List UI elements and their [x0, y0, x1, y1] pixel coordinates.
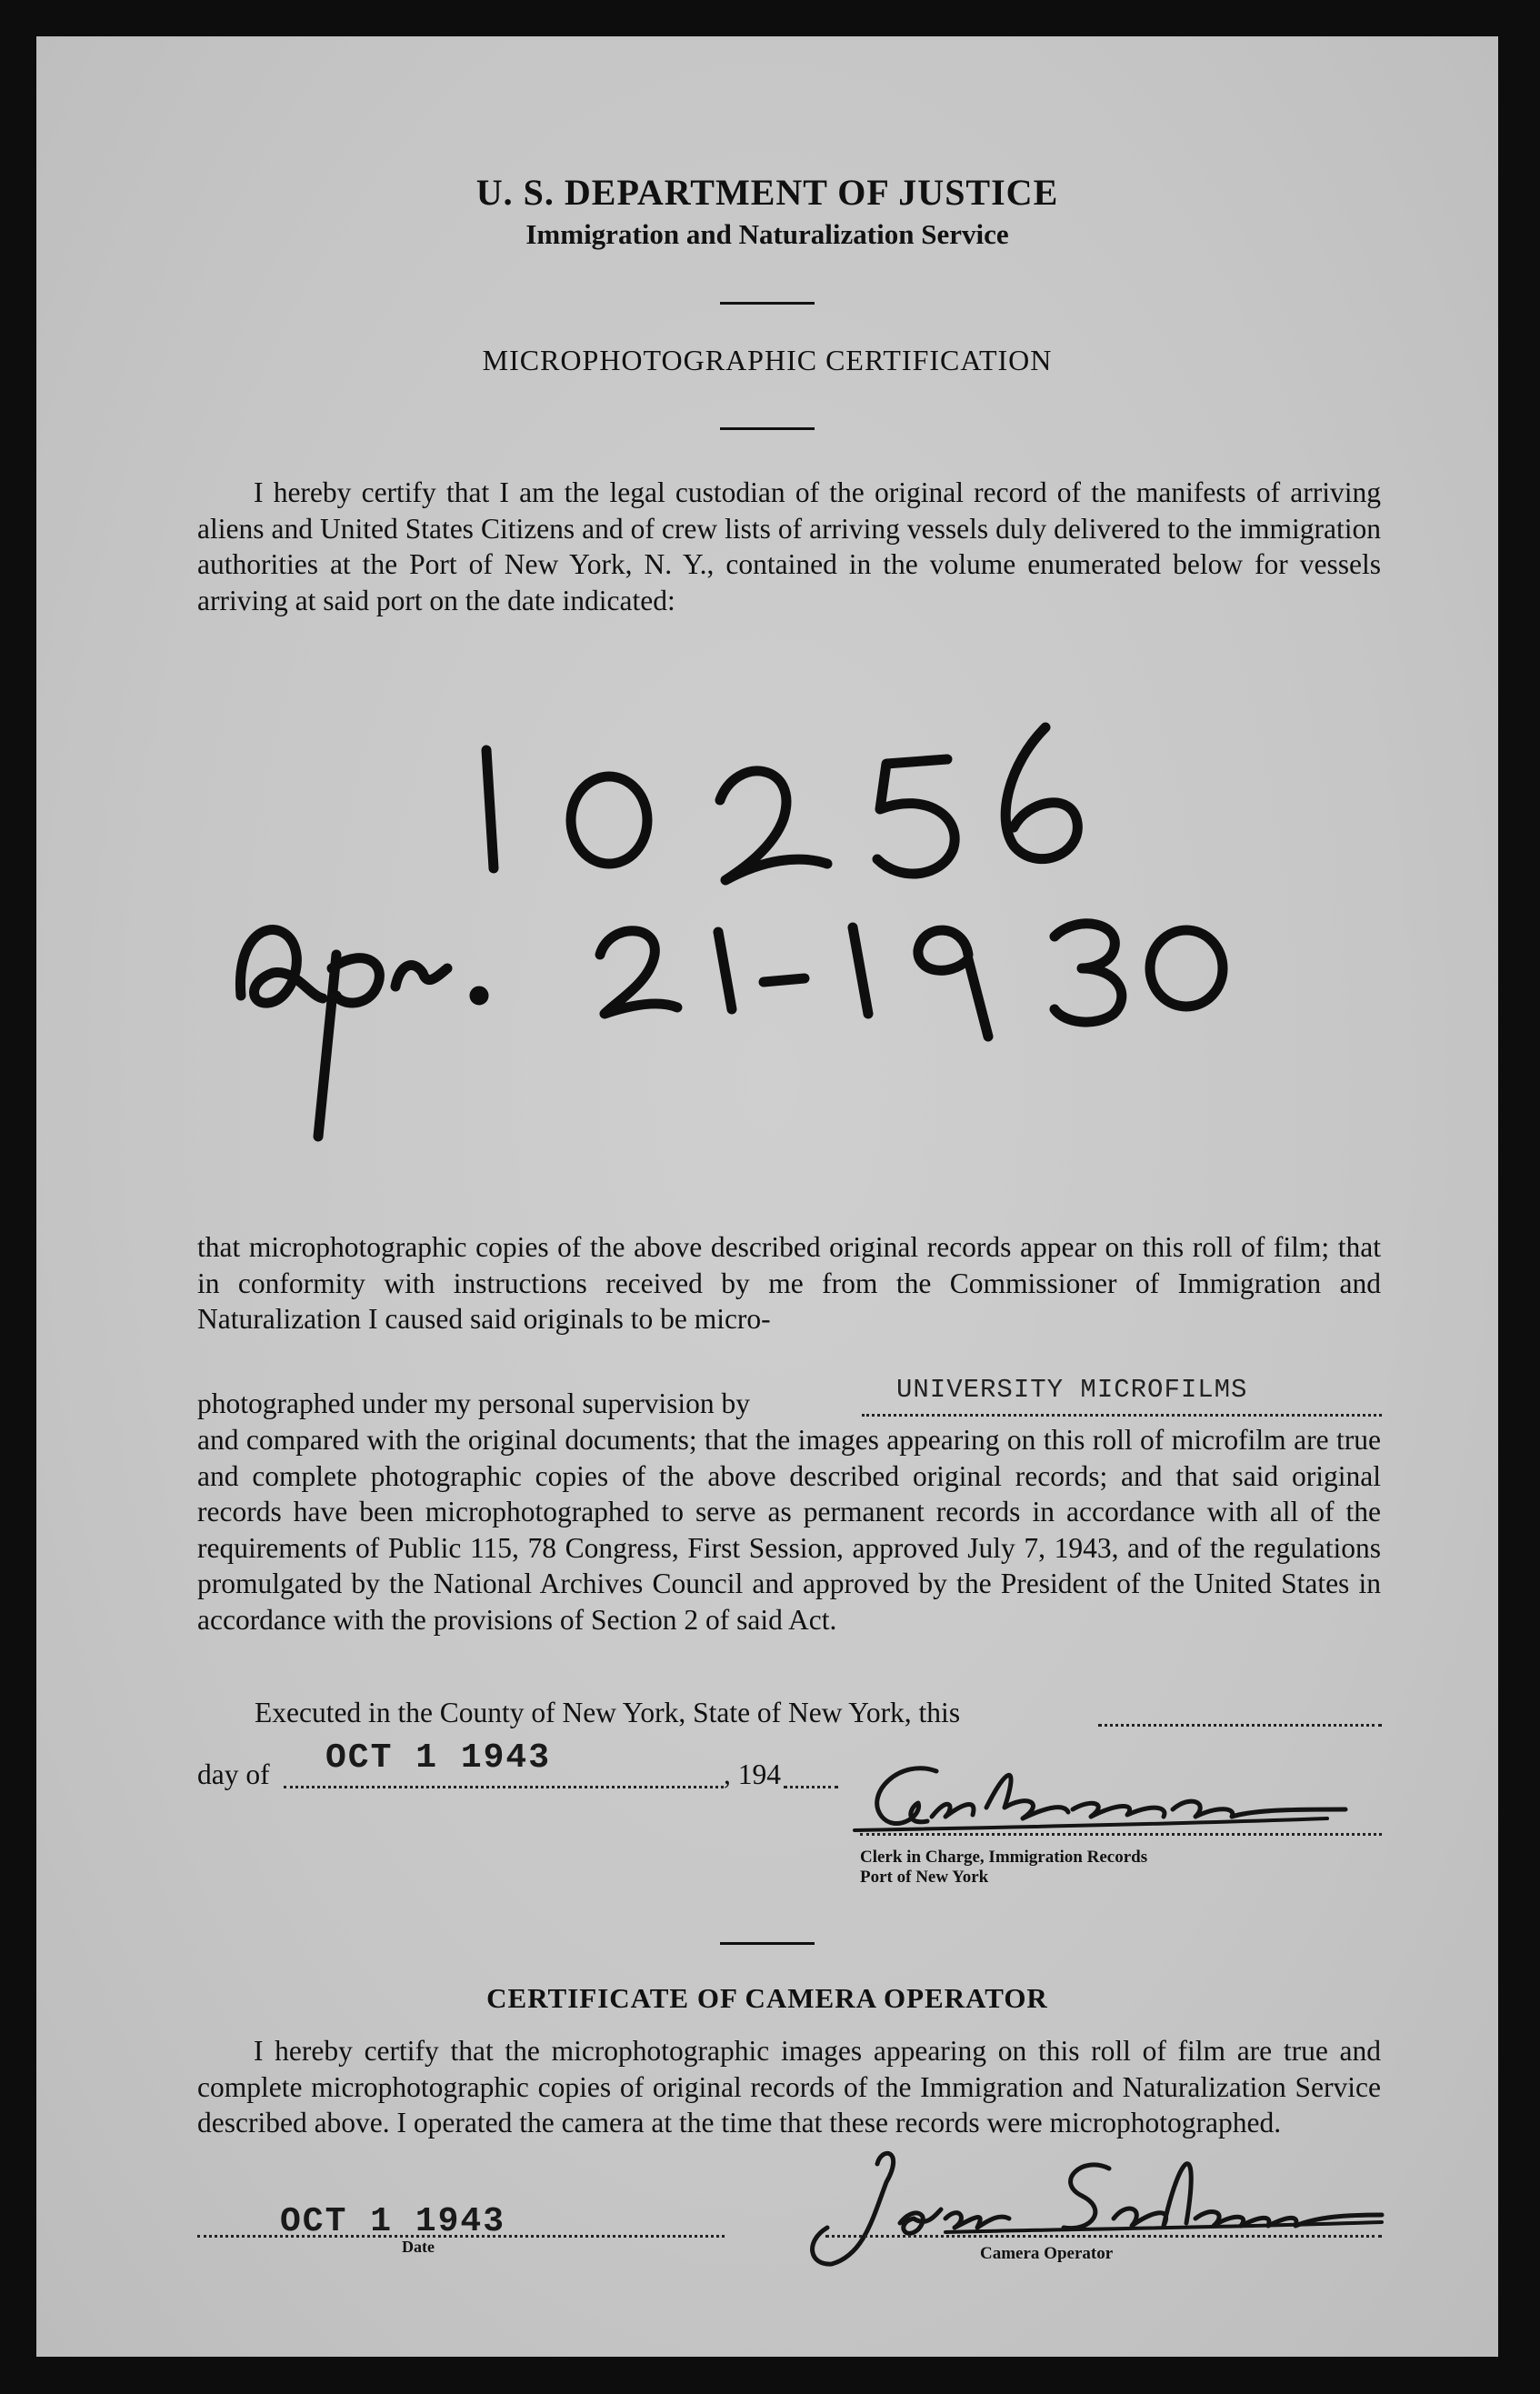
certification-title: MICROPHOTOGRAPHIC CERTIFICATION	[482, 344, 1053, 376]
photographed-by-label: photographed under my personal supervision by	[197, 1387, 751, 1419]
department-heading: U. S. DEPARTMENT OF JUSTICE	[475, 172, 1059, 213]
clerk-title-line2: Port of New York	[860, 1868, 989, 1887]
handwritten-entry	[36, 36, 1498, 1173]
divider	[720, 1942, 815, 1945]
clerk-signature	[818, 1753, 1364, 1853]
body-paragraph-part1: that microphotographic copies of the above described original records appear on this roll of film; that in conformity with instructions received by me from the Commissioner of Immigration and Naturalization I caused said originals to be micro-	[197, 1231, 1381, 1335]
camera-operator-title: CERTIFICATE OF CAMERA OPERATOR	[486, 1982, 1048, 2014]
clerk-title-line1: Clerk in Charge, Immigration Records	[860, 1848, 1148, 1867]
camera-date-label: Date	[402, 2238, 435, 2256]
day-of-label: day of	[197, 1758, 270, 1790]
photographed-by-line	[862, 1414, 1382, 1417]
executed-day-line	[1098, 1724, 1382, 1727]
camera-operator-label: Camera Operator	[980, 2244, 1114, 2263]
day-of-line	[284, 1786, 724, 1788]
photographed-by-value: UNIVERSITY MICROFILMS	[896, 1375, 1248, 1405]
day-of-stamp: OCT 1 1943	[325, 1738, 552, 1778]
camera-operator-paragraph: I hereby certify that the microphotographic images appearing on this roll of film are true and complete microphotographic copies of original records of the Immigration and Naturalization Service described above. I operated the camera at the time that these records were microphotographed.	[197, 2035, 1381, 2139]
body-paragraph-part2: and compared with the original documents; that the images appearing on this roll of microfilm are true and complete photographic copies of the above described original records; and that said original records have been microphotographed to serve as permanent records in accordance with all of the requirements of Public 115, 78 Congress, First Session, approved July 7, 1943, and of the regulations promulgated by the National Archives Council and approved by the President of the United States in accordance with the provisions of Section 2 of said Act.	[197, 1424, 1381, 1636]
service-heading: Immigration and Naturalization Service	[525, 218, 1009, 250]
handwritten-volume-digit	[486, 750, 494, 868]
executed-text: Executed in the County of New York, State of New York, this	[255, 1697, 961, 1728]
camera-date-stamp: OCT 1 1943	[280, 2202, 506, 2241]
year-prefix: , 194	[724, 1758, 781, 1790]
intro-paragraph: I hereby certify that I am the legal custodian of the original record of the manifests of arriving aliens and United States Citizens and of crew lists of arriving vessels duly delivered to the immigration authorities at the Port of New York, N. Y., contained in the volume enumerated below for vessels arriving at said port on the date indicated:	[197, 476, 1381, 616]
certificate-page	[36, 36, 1498, 2357]
camera-operator-signature-line	[825, 2235, 1382, 2238]
clerk-signature-line	[860, 1833, 1382, 1836]
